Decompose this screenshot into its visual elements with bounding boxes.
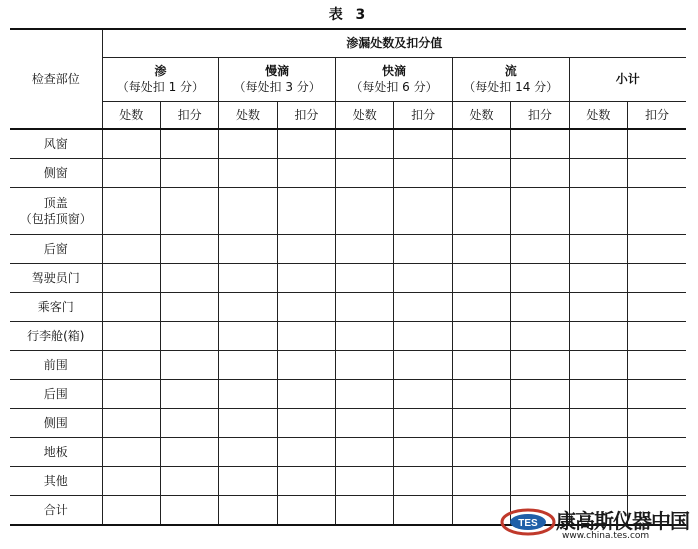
category-header: [452, 57, 569, 101]
data-cell: [628, 158, 686, 187]
data-cell: [277, 292, 335, 321]
data-cell: [452, 409, 510, 438]
data-cell: [569, 158, 627, 187]
data-cell: [628, 263, 686, 292]
data-cell: [219, 234, 277, 263]
category-name: 渗: [154, 63, 167, 78]
data-cell: [452, 380, 510, 409]
watermark-title: 康高斯仪器中国: [556, 509, 689, 533]
row-label-line: 地板: [43, 445, 68, 460]
data-cell: [277, 158, 335, 187]
data-cell: [569, 234, 627, 263]
data-cell: [336, 438, 394, 467]
data-cell: [452, 129, 510, 158]
data-cell: [277, 187, 335, 234]
row-label-line: 后窗: [43, 241, 68, 256]
data-cell: [277, 409, 335, 438]
category-name: 慢滴: [265, 63, 290, 78]
data-cell: [511, 263, 569, 292]
data-cell: [160, 129, 218, 158]
count-header: 处数: [336, 101, 394, 129]
data-cell: [569, 129, 627, 158]
data-cell: [219, 187, 277, 234]
row-label: [10, 292, 102, 321]
data-cell: [336, 496, 394, 525]
data-cell: [219, 322, 277, 351]
data-cell: [160, 292, 218, 321]
data-cell: [511, 409, 569, 438]
data-cell: [394, 380, 452, 409]
table-row: [10, 292, 686, 321]
row-label-line: 驾驶员门: [31, 270, 80, 285]
data-cell: [569, 187, 627, 234]
table-row: [10, 438, 686, 467]
data-cell: [277, 380, 335, 409]
data-cell: [219, 409, 277, 438]
row-label: [10, 409, 102, 438]
category-header: [219, 57, 336, 101]
data-cell: [102, 129, 160, 158]
data-cell: [277, 467, 335, 496]
data-cell: [160, 263, 218, 292]
data-cell: [511, 351, 569, 380]
category-name: 快滴: [381, 63, 406, 78]
data-cell: [452, 158, 510, 187]
data-cell: [394, 351, 452, 380]
data-cell: [511, 322, 569, 351]
data-cell: [336, 158, 394, 187]
data-cell: [511, 129, 569, 158]
table-row: [10, 380, 686, 409]
row-label-line: 侧围: [43, 416, 68, 431]
data-cell: [102, 292, 160, 321]
table-row: [10, 234, 686, 263]
data-cell: [336, 129, 394, 158]
watermark-url: www.china.tes.com: [562, 531, 650, 541]
data-cell: [394, 234, 452, 263]
deduction-header: 扣分: [160, 101, 218, 129]
data-cell: [394, 438, 452, 467]
data-cell: [336, 234, 394, 263]
row-label-line: 其他: [43, 474, 68, 489]
data-cell: [336, 467, 394, 496]
category-header: [102, 57, 219, 101]
table-row: [10, 263, 686, 292]
row-label: [10, 438, 102, 467]
data-cell: [336, 409, 394, 438]
data-cell: [277, 351, 335, 380]
data-cell: [628, 467, 686, 496]
table-row: [10, 129, 686, 158]
data-cell: [394, 322, 452, 351]
data-cell: [160, 496, 218, 525]
row-header: 检查部位: [10, 29, 102, 129]
row-label-line: 行李舱(箱): [27, 328, 85, 343]
deduction-header: 扣分: [394, 101, 452, 129]
row-label: [10, 380, 102, 409]
table-row: [10, 187, 686, 234]
data-cell: [160, 234, 218, 263]
data-cell: [219, 380, 277, 409]
data-cell: [452, 351, 510, 380]
leak-inspection-table: [10, 28, 686, 526]
watermark: [500, 507, 690, 541]
data-cell: [219, 496, 277, 525]
data-cell: [452, 322, 510, 351]
data-cell: [336, 351, 394, 380]
data-cell: [219, 158, 277, 187]
data-cell: [628, 292, 686, 321]
data-cell: [102, 263, 160, 292]
group-header: 渗漏处数及扣分值: [102, 29, 686, 57]
data-cell: [511, 438, 569, 467]
data-cell: [102, 322, 160, 351]
subtotal-header: 小计: [569, 57, 686, 101]
row-label: [10, 322, 102, 351]
data-cell: [511, 380, 569, 409]
table-row: [10, 409, 686, 438]
row-label: [10, 351, 102, 380]
data-cell: [569, 467, 627, 496]
data-cell: [628, 322, 686, 351]
data-cell: [569, 438, 627, 467]
data-cell: [628, 234, 686, 263]
category-rule: （每处扣 3 分）: [233, 80, 321, 95]
row-label-line: 侧窗: [43, 165, 68, 180]
data-cell: [452, 263, 510, 292]
category-rule: （每处扣 6 分）: [350, 80, 438, 95]
data-cell: [394, 409, 452, 438]
data-cell: [511, 467, 569, 496]
data-cell: [511, 234, 569, 263]
data-cell: [160, 158, 218, 187]
data-cell: [628, 351, 686, 380]
data-cell: [277, 438, 335, 467]
data-cell: [569, 409, 627, 438]
row-label: [10, 263, 102, 292]
row-label-line: 风窗: [43, 136, 68, 151]
data-cell: [452, 438, 510, 467]
data-cell: [336, 292, 394, 321]
table-caption: 表 3: [328, 7, 370, 23]
data-cell: [277, 496, 335, 525]
data-cell: [219, 129, 277, 158]
data-cell: [394, 187, 452, 234]
row-label: [10, 187, 102, 234]
data-cell: [219, 351, 277, 380]
data-cell: [102, 234, 160, 263]
data-cell: [219, 292, 277, 321]
data-cell: [511, 292, 569, 321]
data-cell: [569, 292, 627, 321]
deduction-header: 扣分: [277, 101, 335, 129]
category-header: [336, 57, 453, 101]
category-rule: （每处扣 14 分）: [463, 80, 559, 95]
data-cell: [336, 187, 394, 234]
row-label: [10, 234, 102, 263]
data-cell: [452, 234, 510, 263]
row-label: [10, 467, 102, 496]
table-row: [10, 467, 686, 496]
category-name: 流: [504, 63, 517, 78]
data-cell: [394, 467, 452, 496]
data-cell: [277, 263, 335, 292]
data-cell: [160, 438, 218, 467]
data-cell: [160, 187, 218, 234]
data-cell: [219, 438, 277, 467]
data-cell: [336, 322, 394, 351]
data-cell: [394, 129, 452, 158]
data-cell: [102, 409, 160, 438]
tes-logo-icon: [500, 507, 556, 537]
data-cell: [277, 322, 335, 351]
data-cell: [336, 263, 394, 292]
data-cell: [160, 351, 218, 380]
data-cell: [452, 292, 510, 321]
count-header: 处数: [569, 101, 627, 129]
table-row: [10, 351, 686, 380]
data-cell: [511, 158, 569, 187]
row-label-line: 合计: [43, 503, 68, 518]
logo-text: TES: [518, 518, 538, 529]
row-label-line: 前围: [43, 357, 68, 372]
row-label: [10, 158, 102, 187]
row-label: [10, 129, 102, 158]
table-row: [10, 322, 686, 351]
data-cell: [102, 496, 160, 525]
data-cell: [628, 187, 686, 234]
deduction-header: 扣分: [628, 101, 686, 129]
data-cell: [569, 322, 627, 351]
data-cell: [219, 263, 277, 292]
row-label-line: 后围: [43, 387, 68, 402]
data-cell: [336, 380, 394, 409]
data-cell: [102, 158, 160, 187]
data-cell: [277, 129, 335, 158]
row-label: [10, 496, 102, 525]
data-cell: [628, 438, 686, 467]
data-cell: [394, 263, 452, 292]
data-cell: [219, 467, 277, 496]
row-label-line: （包括顶窗）: [19, 211, 92, 226]
data-cell: [160, 380, 218, 409]
data-cell: [277, 234, 335, 263]
data-cell: [102, 467, 160, 496]
data-cell: [160, 467, 218, 496]
deduction-header: 扣分: [511, 101, 569, 129]
data-cell: [394, 292, 452, 321]
data-cell: [628, 129, 686, 158]
data-cell: [394, 496, 452, 525]
data-cell: [569, 351, 627, 380]
data-cell: [628, 380, 686, 409]
data-cell: [160, 322, 218, 351]
data-cell: [569, 380, 627, 409]
data-cell: [569, 263, 627, 292]
row-label-line: 顶盖: [43, 195, 68, 210]
data-cell: [160, 409, 218, 438]
data-cell: [102, 380, 160, 409]
data-cell: [102, 187, 160, 234]
count-header: 处数: [219, 101, 277, 129]
count-header: 处数: [452, 101, 510, 129]
data-cell: [452, 467, 510, 496]
data-cell: [511, 187, 569, 234]
data-cell: [102, 351, 160, 380]
data-cell: [628, 409, 686, 438]
data-cell: [394, 158, 452, 187]
table-row: [10, 158, 686, 187]
category-rule: （每处扣 1 分）: [116, 80, 205, 95]
data-cell: [102, 438, 160, 467]
count-header: 处数: [102, 101, 160, 129]
row-label-line: 乘客门: [37, 299, 74, 314]
data-cell: [452, 187, 510, 234]
